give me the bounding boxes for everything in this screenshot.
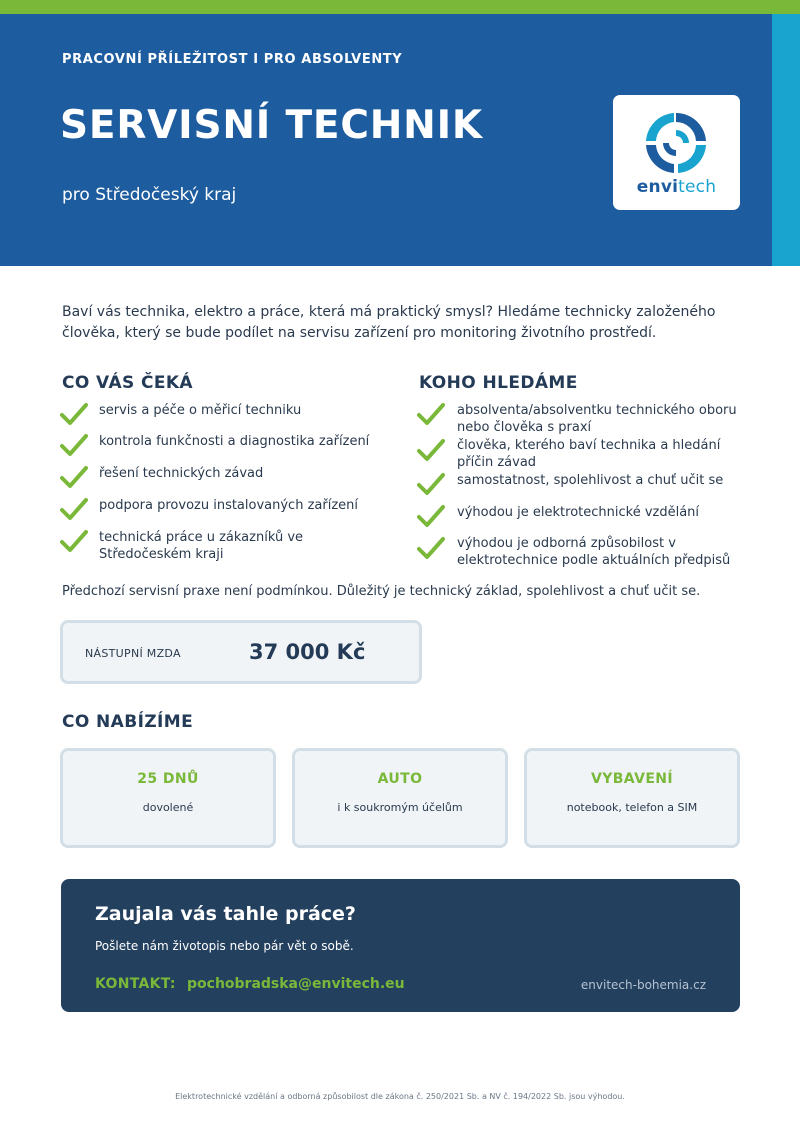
benefit-card-car — [292, 748, 508, 848]
contact-panel — [61, 879, 740, 1012]
benefit-subtitle: i k soukromým účelům — [337, 801, 463, 814]
eyebrow-text: PRACOVNÍ PŘÍLEŽITOST I PRO ABSOLVENTY — [62, 52, 403, 67]
benefit-title: VYBAVENÍ — [590, 771, 674, 787]
benefit-title: 25 DNŮ — [137, 771, 199, 787]
check-icon — [60, 433, 88, 457]
check-icon — [60, 529, 88, 553]
benefit-subtitle: notebook, telefon a SIM — [566, 801, 698, 814]
contact-title: Zaujala vás tahle práce? — [95, 903, 356, 925]
intro-paragraph: Baví vás technika, elektro a práce, která má praktický smysl? Hledáme technicky založeného člověka, který se bude podílet na servisu zařízení pro monitoring životního prostředí. — [62, 304, 716, 341]
list-item: servis a péče o měřicí techniku — [99, 403, 302, 418]
footer-note: Elektrotechnické vzdělání a odborná způsobilost dle zákona č. 250/2021 Sb. a NV č. 194/2022 Sb. jsou výhodou. — [175, 1092, 625, 1101]
section-title-what-awaits: CO VÁS ČEKÁ — [62, 373, 193, 393]
list-item: výhodou je elektrotechnické vzdělání — [457, 505, 700, 520]
logo-wordmark — [613, 177, 740, 197]
list-item: výhodou je odborná způsobilost v elektrotechnice podle aktuálních předpisů — [457, 536, 731, 568]
top-accent-bar — [0, 0, 800, 14]
hero-side-accent — [772, 14, 800, 266]
check-icon — [417, 438, 445, 462]
list-item: řešení technických závad — [99, 466, 264, 481]
experience-note: Předchozí servisní praxe není podmínkou. Důležitý je technický základ, spolehlivost a chuť učit se. — [62, 584, 701, 599]
benefit-title: AUTO — [377, 771, 423, 787]
envitech-logo-icon — [638, 108, 714, 178]
contact-text: Pošlete nám životopis nebo pár vět o sobě. — [95, 939, 354, 953]
list-item: samostatnost, spolehlivost a chuť učit se — [457, 473, 724, 488]
benefit-card-vacation — [60, 748, 276, 848]
section-title-offer: CO NABÍZÍME — [62, 712, 194, 732]
check-icon — [60, 497, 88, 521]
list-item: absolventa/absolventku technického oboru nebo člověka s praxí — [457, 403, 737, 435]
contact-email-link[interactable]: pochobradska@envitech.eu — [187, 976, 405, 992]
list-item: podpora provozu instalovaných zařízení — [99, 498, 358, 513]
check-icon — [417, 536, 445, 560]
check-icon — [60, 465, 88, 489]
list-item: člověka, kterého baví technika a hledání příčin závad — [457, 438, 721, 470]
salary-label: NÁSTUPNÍ MZDA — [85, 647, 181, 660]
contact-label: KONTAKT: — [95, 976, 176, 992]
section-title-who-we-seek: KOHO HLEDÁME — [419, 373, 578, 393]
check-icon — [417, 472, 445, 496]
logo-word-main: envi — [636, 177, 679, 197]
check-icon — [417, 402, 445, 426]
logo-word-accent: tech — [678, 177, 717, 197]
page-title: SERVISNÍ TECHNIK — [60, 103, 483, 148]
check-icon — [60, 402, 88, 426]
page-subtitle: pro Středočeský kraj — [62, 185, 237, 205]
salary-box — [60, 620, 422, 684]
website-link[interactable]: envitech-bohemia.cz — [580, 978, 706, 992]
company-logo — [613, 95, 740, 210]
benefit-card-equipment — [524, 748, 740, 848]
benefit-subtitle: dovolené — [142, 801, 194, 814]
salary-value: 37 000 Kč — [249, 640, 366, 664]
check-icon — [417, 504, 445, 528]
list-item: kontrola funkčnosti a diagnostika zařízení — [99, 434, 370, 449]
list-item: technická práce u zákazníků ve Středočeském kraji — [99, 530, 304, 562]
